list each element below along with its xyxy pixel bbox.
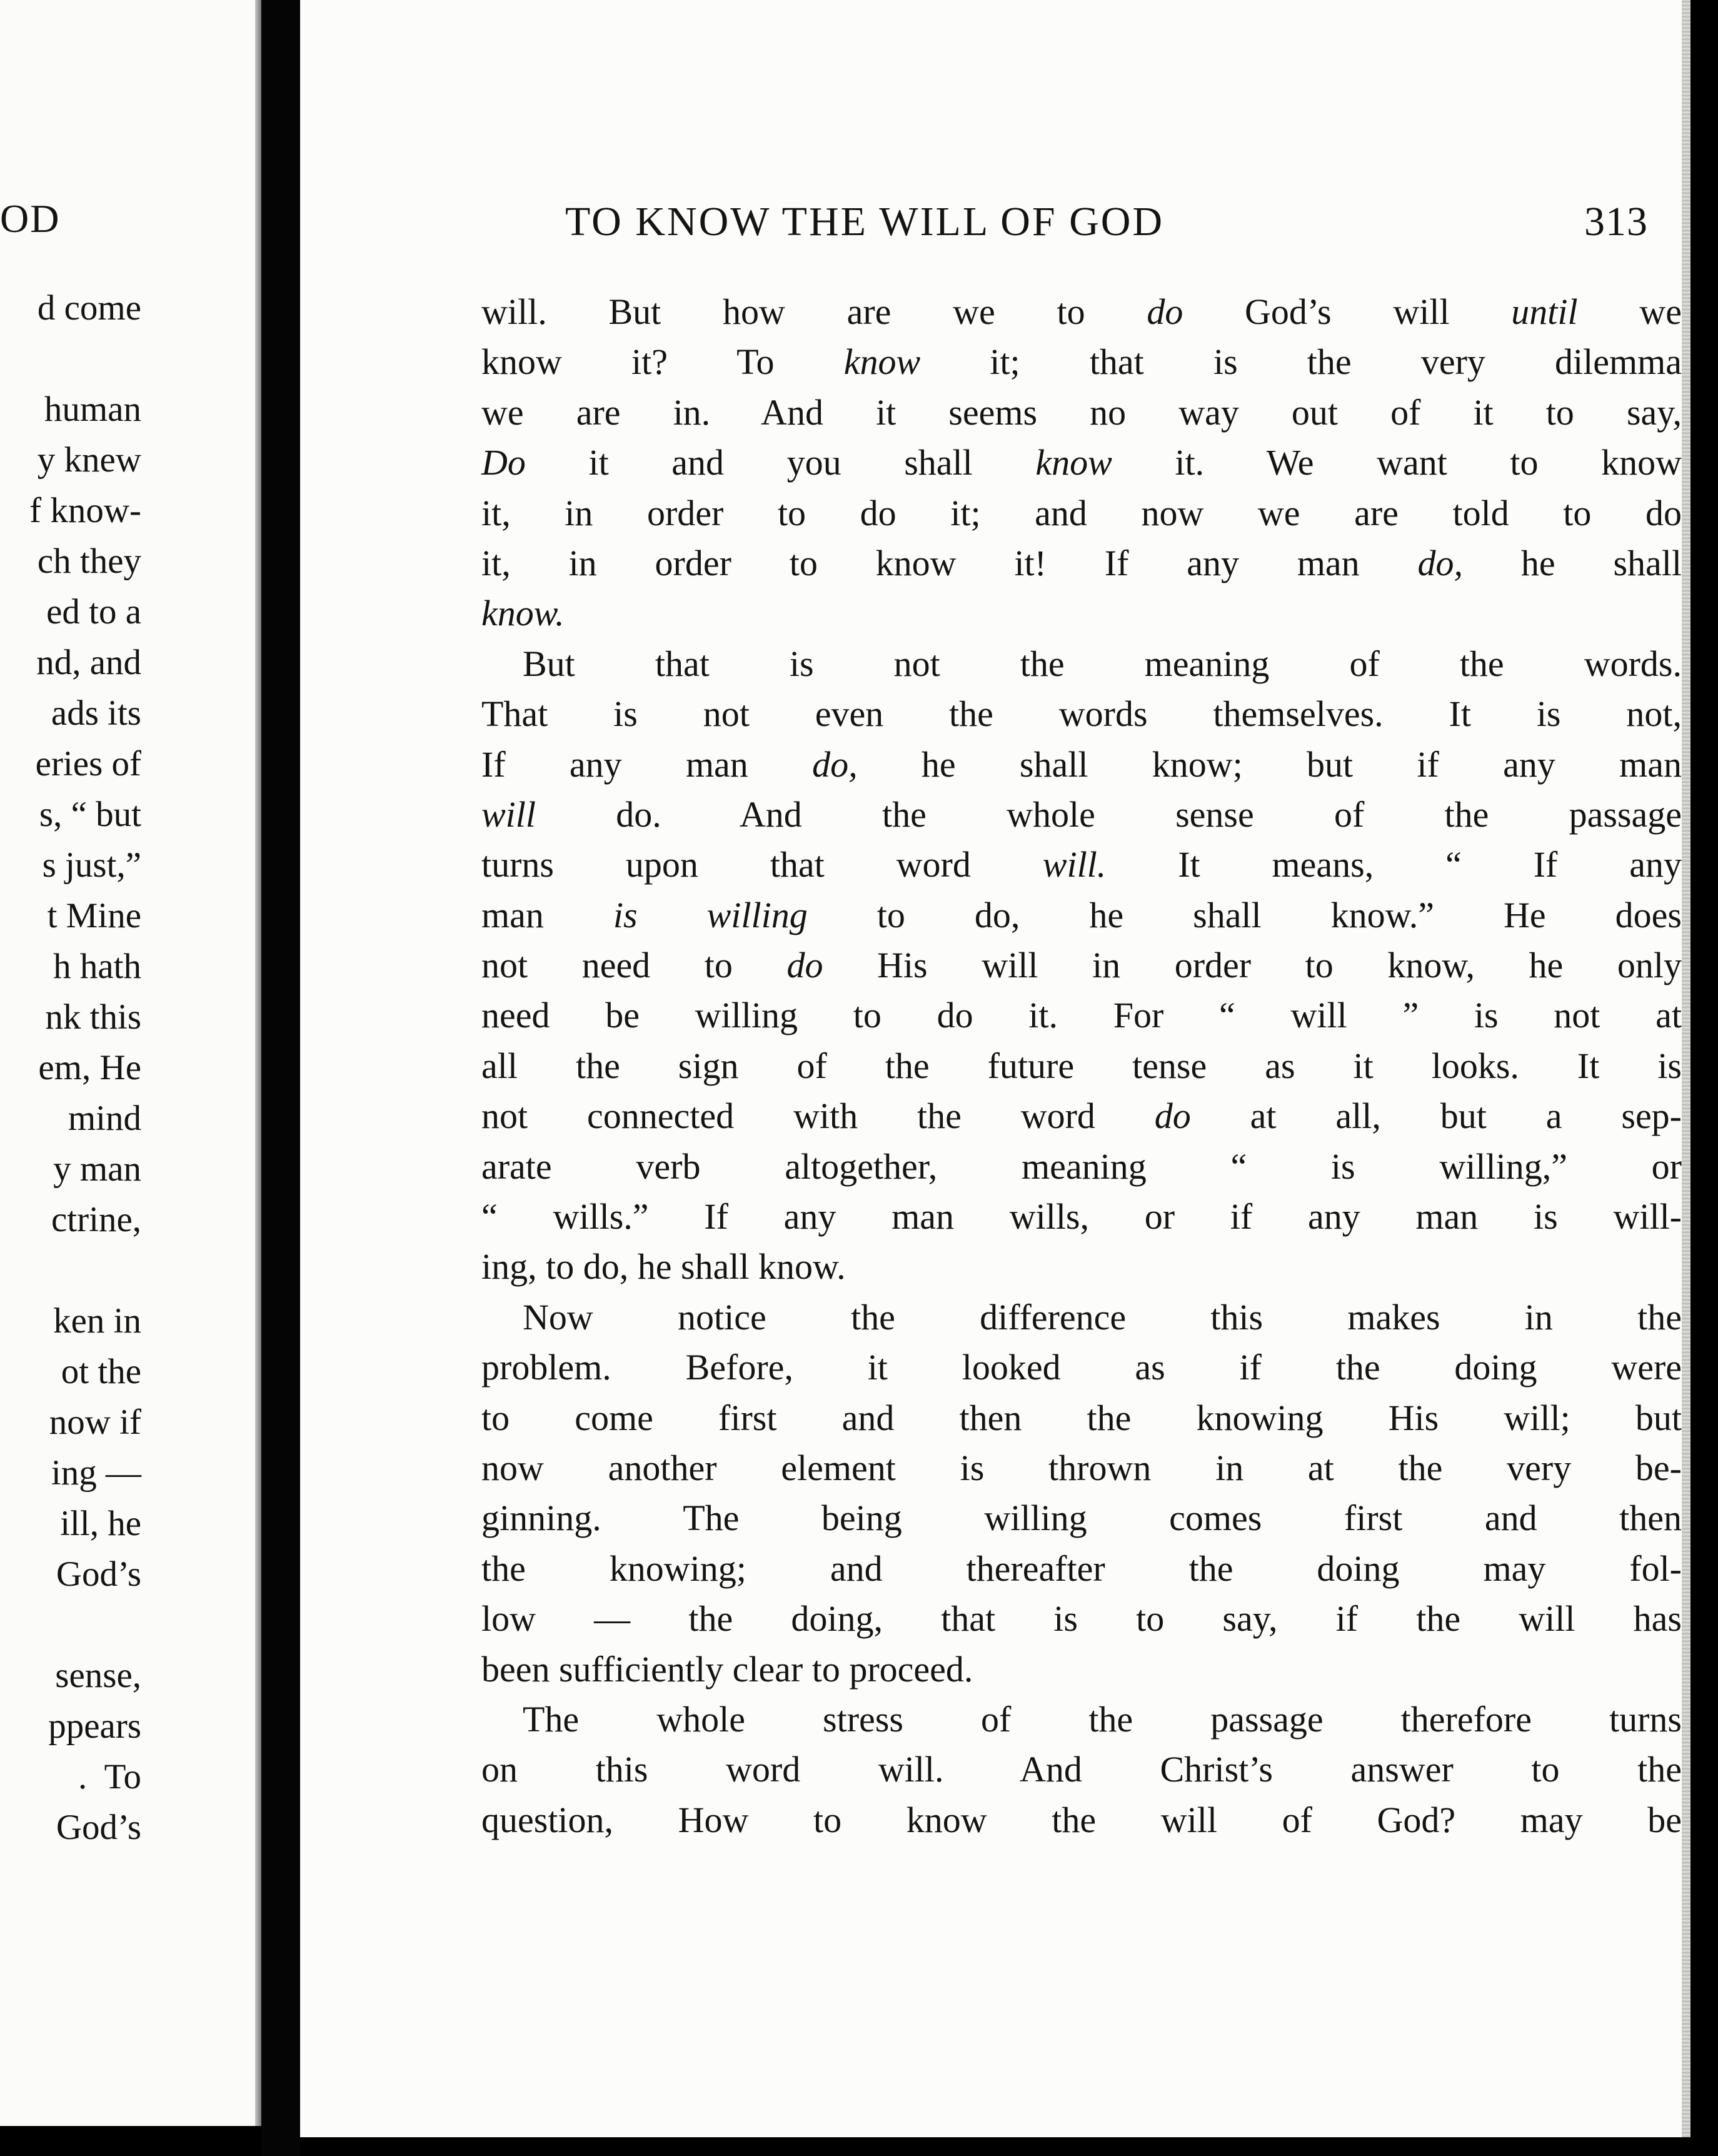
page-body-text [481, 287, 1682, 1845]
left-line: h hath [53, 947, 141, 986]
text-line [481, 1091, 1682, 1141]
text-line [481, 438, 1682, 488]
text-run: not need to [481, 945, 787, 986]
text-run: all the sign of the future tense as it looks. It is [481, 1045, 1682, 1086]
text-line [481, 538, 1682, 588]
text-line [481, 388, 1682, 438]
text-run: God’s will [1183, 291, 1512, 332]
text-line [481, 1041, 1682, 1091]
text-line [481, 840, 1682, 890]
left-line: ch they [37, 542, 141, 581]
left-page [0, 0, 261, 2126]
left-line: ot the [61, 1352, 141, 1391]
left-line [29, 333, 141, 384]
italic-text: do, [1417, 542, 1464, 583]
text-run: to do, he shall know.” He does [807, 894, 1682, 935]
text-line [481, 890, 1682, 940]
left-line: s, “ but [39, 795, 141, 834]
left-line [29, 1245, 141, 1296]
page-number: 313 [1584, 199, 1648, 244]
text-line [481, 1795, 1682, 1845]
left-line: now if [49, 1403, 141, 1442]
text-run: not connected with the word [481, 1096, 1155, 1137]
text-line [481, 1594, 1682, 1644]
running-head-title: TO KNOW THE WILL OF GOD [565, 199, 1165, 244]
left-line: y knew [37, 440, 141, 480]
text-run: Now notice the difference this makes in the [523, 1296, 1682, 1337]
text-run: it; that is the very dilemma [920, 341, 1682, 383]
text-run: It means, “ If any [1106, 844, 1682, 885]
left-line: ed to a [46, 592, 141, 632]
text-run: The whole stress of the passage therefore turns [523, 1698, 1682, 1740]
left-line: ill, he [60, 1504, 141, 1543]
text-run: he shall [1463, 542, 1682, 583]
scan-border [1690, 0, 1718, 2156]
text-line [481, 337, 1682, 387]
text-line [481, 488, 1682, 538]
running-head [565, 201, 1689, 243]
text-line [481, 1242, 1682, 1292]
text-run: it. We want to know [1112, 442, 1682, 483]
left-line: f know- [29, 491, 141, 530]
italic-text: will. [1042, 844, 1107, 885]
italic-text: is willing [613, 894, 808, 935]
text-run: now another element is thrown in at the very be- [481, 1447, 1682, 1488]
italic-text: do [1154, 1096, 1191, 1137]
text-run: it, in order to do it; and now we are told to do [481, 492, 1682, 533]
text-run: we [1577, 291, 1682, 332]
text-run: question, How to know the will of God? may be [481, 1799, 1682, 1840]
left-line: mind [59, 1099, 141, 1138]
text-line [481, 1192, 1682, 1242]
text-run: problem. Before, it looked as if the doing were [481, 1347, 1682, 1388]
text-line [481, 588, 1682, 638]
text-run: he shall know; but if any man [857, 743, 1682, 785]
text-run: at all, but a sep- [1190, 1096, 1682, 1137]
text-line [481, 1695, 1682, 1745]
text-line [481, 990, 1682, 1040]
italic-text: know [1035, 442, 1112, 483]
text-line [481, 1393, 1682, 1443]
left-running-head: OD [0, 196, 61, 241]
text-line [481, 1544, 1682, 1594]
italic-text: do, [812, 743, 858, 785]
text-line [481, 1443, 1682, 1493]
left-line: nk this [45, 997, 141, 1037]
text-line [481, 740, 1682, 790]
text-line [481, 1142, 1682, 1192]
text-line [481, 689, 1682, 739]
text-run: man [481, 894, 613, 935]
text-run: we are in. And it seems no way out of it to say, [481, 391, 1682, 433]
left-line: . To [78, 1757, 141, 1796]
text-line [481, 1493, 1682, 1543]
left-line: t Mine [47, 896, 141, 935]
text-run: low — the doing, that is to say, if the will has [481, 1598, 1682, 1640]
text-run: it, in order to know it! If any man [481, 542, 1418, 583]
text-run: ginning. The being willing comes first and then [481, 1498, 1682, 1539]
text-run: His will in order to know, he only [823, 945, 1682, 986]
text-run: do. And the whole sense of the passage [536, 793, 1682, 835]
text-line [481, 1745, 1682, 1795]
left-line: ctrine, [51, 1200, 141, 1239]
left-line: ken in [53, 1301, 141, 1341]
left-line: nd, and [36, 643, 141, 682]
left-line: God’s [56, 1808, 141, 1847]
left-line: d come [37, 288, 141, 328]
text-line [481, 1342, 1682, 1393]
text-run: need be willing to do it. For “ will ” is not at [481, 995, 1682, 1036]
left-line [29, 1599, 141, 1650]
italic-text: know [843, 341, 921, 383]
text-line [481, 1645, 1682, 1695]
text-run: turns upon that word [481, 844, 1043, 885]
text-run: been sufficiently clear to proceed. [481, 1648, 973, 1690]
left-line: eries of [35, 744, 141, 783]
left-line: sense, [55, 1656, 141, 1695]
italic-text: do [786, 945, 823, 986]
text-run: on this word will. And Christ’s answer to the [481, 1749, 1682, 1790]
text-line [481, 940, 1682, 990]
left-line: human [44, 390, 141, 429]
text-run: will. But how are we to [481, 291, 1147, 332]
text-run: it and you shall [525, 442, 1036, 483]
text-run: That is not even the words themselves. It is not, [481, 693, 1682, 735]
left-line: God’s [56, 1554, 141, 1594]
italic-text: will [481, 793, 536, 835]
text-run: arate verb altogether, meaning “ is willing,” or [481, 1146, 1682, 1187]
italic-text: Do [481, 442, 526, 483]
text-run: “ wills.” If any man wills, or if any man is will- [481, 1196, 1682, 1237]
text-run: ing, to do, he shall know. [481, 1246, 846, 1287]
italic-text: until [1511, 291, 1578, 332]
italic-text: know. [481, 593, 565, 634]
left-line: y man [53, 1149, 141, 1189]
left-line: ing — [51, 1453, 141, 1493]
text-run: know it? To [481, 341, 844, 383]
text-line [481, 790, 1682, 840]
left-line: ads its [51, 693, 141, 733]
left-line: ppears [48, 1706, 141, 1746]
text-run: If any man [481, 743, 813, 785]
left-line: s just,” [42, 845, 141, 885]
text-line [481, 639, 1682, 689]
text-run: to come first and then the knowing His will; but [481, 1397, 1682, 1438]
text-line [481, 287, 1682, 337]
right-page [300, 0, 1689, 2137]
italic-text: do [1147, 291, 1183, 332]
text-run: But that is not the meaning of the words. [523, 643, 1682, 684]
book-gutter [261, 0, 300, 2156]
left-page-text [29, 283, 141, 1853]
text-line [481, 1292, 1682, 1342]
page-edge [1682, 0, 1690, 2137]
text-run: the knowing; and thereafter the doing may fol- [481, 1548, 1682, 1589]
left-line: em, He [38, 1048, 141, 1087]
